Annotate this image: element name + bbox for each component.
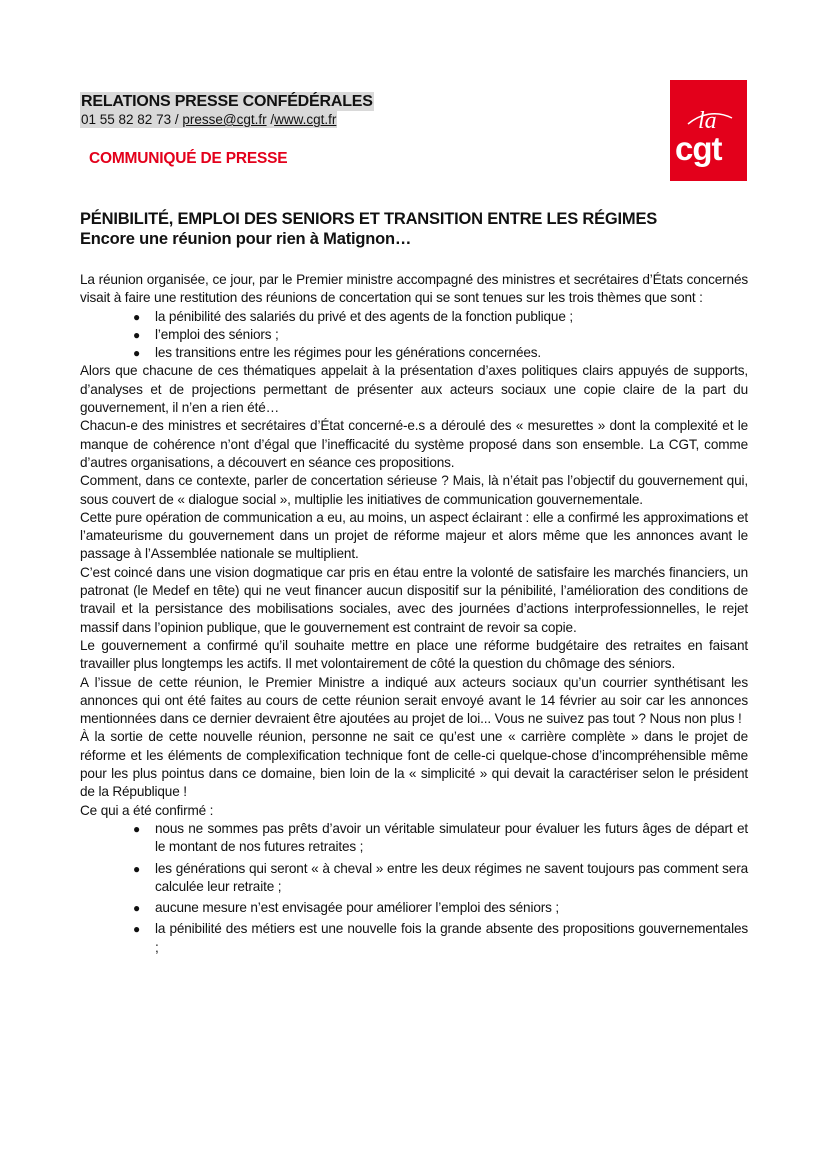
intro-paragraph: La réunion organisée, ce jour, par le Premier ministre accompagné des ministres et secrétaires d’États concernés visait à faire une restitution des réunions de concertation qui se sont tenues sur les trois thèmes que sont : bbox=[80, 272, 748, 306]
list-item: ● les générations qui seront « à cheval » entre les deux régimes ne savent toujours pas comment sera calculée leur retraite ; bbox=[133, 860, 748, 894]
body-paragraph: Cette pure opération de communication a eu, au moins, un aspect éclairant : elle a confirmé les approximations et l’amateurisme du gouvernement dans un projet de réforme majeur et alors même que les annonces avant le passage à l’Assemblée nationale se multiplient. bbox=[80, 509, 748, 562]
list-item: ● les transitions entre les régimes pour les générations concernées. bbox=[80, 344, 748, 362]
cgt-logo bbox=[670, 80, 747, 181]
logo-brand-text: cgt bbox=[675, 130, 722, 167]
logo-script-text: la bbox=[698, 108, 717, 134]
release-body bbox=[80, 271, 748, 960]
release-title: PÉNIBILITÉ, EMPLOI DES SENIORS ET TRANSITION ENTRE LES RÉGIMES bbox=[80, 210, 658, 228]
body-paragraph: Comment, dans ce contexte, parler de concertation sérieuse ? Mais, là n’était pas l’objectif du gouvernement qui, sous couvert de « dialogue social », multiplie les initiatives de communication gouvernementale. bbox=[80, 473, 748, 507]
bullet-icon: ● bbox=[133, 901, 141, 916]
body-paragraph: C’est coincé dans une vision dogmatique car pris en étau entre la volonté de satisfaire les marchés financiers, un patronat (le Medef en tête) qui ne veut financer aucun dispositif sur la pénibilité, l’amélioration des conditions de travail et la persistance des mobilisations sociales, avec des journées d’actions interprofessionnelles, le rejet massif dans l’opinion publique, que le gouvernement est contraint de revoir sa copie. bbox=[80, 564, 748, 635]
press-relations-title: RELATIONS PRESSE CONFÉDÉRALES bbox=[81, 93, 373, 110]
body-paragraph: A l’issue de cette réunion, le Premier Ministre a indiqué aux acteurs sociaux qu’un courrier synthétisant les annonces qui ont été faites au cours de cette réunion serait envoyé avant le 14 février au soir car les annonces mentionnées dans ce dernier devraient être ajoutées au projet de loi... Vous ne suivez pas tout ? Nous non plus ! bbox=[80, 674, 748, 727]
bullet-icon: ● bbox=[133, 821, 141, 836]
list-item: ● aucune mesure n’est envisagée pour améliorer l’emploi des séniors ; bbox=[80, 899, 748, 917]
body-paragraph: Alors que chacune de ces thématiques appelait à la présentation d’axes politiques clairs appuyés de supports, d’analyses et de projections permettant de présenter aux acteurs sociaux une copie claire de la part du gouvernement, il n’en a rien été… bbox=[80, 363, 748, 416]
bullet-icon: ● bbox=[133, 327, 141, 342]
bullet-icon: ● bbox=[133, 346, 141, 361]
themes-list bbox=[80, 308, 748, 363]
communique-label: COMMUNIQUÉ DE PRESSE bbox=[89, 150, 288, 167]
bullet-icon: ● bbox=[133, 309, 141, 324]
body-paragraph: Chacun-e des ministres et secrétaires d’État concerné-e.s a déroulé des « mesurettes » dont la complexité et le manque de cohérence n’ont d’égal que l’inefficacité du système proposé dans son ensemble. La CGT, comme d’autres organisations, a découvert en séance ces propositions. bbox=[80, 418, 748, 470]
release-heading bbox=[80, 209, 760, 249]
list-item: ● la pénibilité des salariés du privé et des agents de la fonction publique ; bbox=[80, 308, 748, 326]
body-paragraph: À la sortie de cette nouvelle réunion, personne ne sait ce qu’est une « carrière complète » dans le projet de réforme et les éléments de complexification technique font de celle-ci quelque-chose d’incompréhensible même pour les plus pointus dans ce domaine, bien loin de la « simplicité » qui devait la caractériser selon le président de la République ! bbox=[80, 729, 748, 800]
phone-number: 01 55 82 82 73 / bbox=[81, 112, 183, 127]
email-link[interactable]: presse@cgt.fr bbox=[182, 112, 267, 127]
list-item: ● l’emploi des séniors ; bbox=[80, 326, 748, 344]
bullet-icon: ● bbox=[133, 922, 141, 937]
cgt-logo-icon bbox=[670, 80, 747, 181]
confirmed-list bbox=[80, 820, 748, 957]
list-item: ● la pénibilité des métiers est une nouvelle fois la grande absente des propositions gouvernementales ; bbox=[133, 921, 748, 955]
list-item: ● nous ne sommes pas prêts d’avoir un véritable simulateur pour évaluer les futurs âges de départ et le montant de nos futures retraites ; bbox=[133, 820, 748, 855]
release-subtitle: Encore une réunion pour rien à Matignon… bbox=[80, 230, 412, 248]
body-paragraph: Ce qui a été confirmé : bbox=[80, 802, 214, 818]
body-paragraph: Le gouvernement a confirmé qu’il souhaite mettre en place une réforme budgétaire des retraites en faisant travailler plus longtemps les actifs. Il met volontairement de côté la question du chômage des séniors. bbox=[80, 637, 748, 672]
press-contact-line bbox=[80, 111, 337, 128]
press-contact-block bbox=[80, 92, 374, 129]
contact-separator: / bbox=[266, 112, 275, 127]
bullet-icon: ● bbox=[133, 861, 141, 876]
website-link[interactable]: www.cgt.fr bbox=[274, 112, 337, 127]
